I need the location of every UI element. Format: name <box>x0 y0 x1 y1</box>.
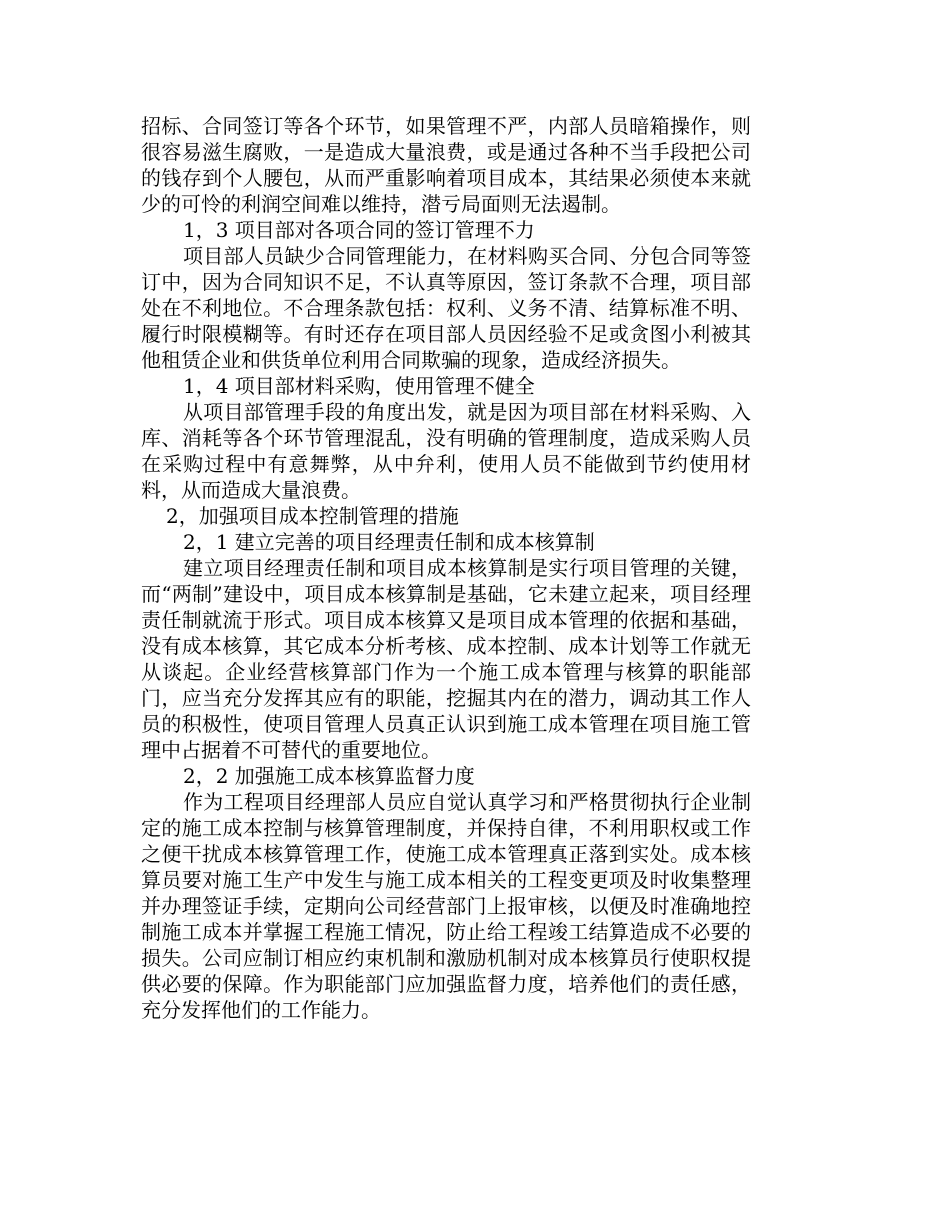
paragraph-responsibility-system: 建立项目经理责任制和项目成本核算制是实行项目管理的关键，而“两制”建设中，项目成本核算制是基础，它未建立起来，项目经理责任制就流于形式。项目成本核算又是项目成本管理的依据和基础，没有成本核算，其它成本分析考核、成本控制、成本计划等工作就无从谈起。企业经营核算部门作为一个施工成本管理与核算的职能部门，应当充分发挥其应有的职能，挖掘其内在的潜力，调动其工作人员的积极性，使项目管理人员真正认识到施工成本管理在项目施工管理中占据着不可替代的重要地位。 <box>141 556 751 762</box>
heading-2-1-responsibility-system: 2，1 建立完善的项目经理责任制和成本核算制 <box>183 530 595 554</box>
document-page <box>141 113 751 1023</box>
heading-2-cost-control-measures: 2，加强项目成本控制管理的措施 <box>166 504 459 528</box>
heading-2-2-accounting-supervision: 2，2 加强施工成本核算监督力度 <box>183 764 475 788</box>
paragraph-contract-management: 项目部人员缺少合同管理能力，在材料购买合同、分包合同等签订中，因为合同知识不足，不认真等原因，签订条款不合理，项目部处在不利地位。不合理条款包括：权利、义务不清、结算标准不明、履行时限模糊等。有时还存在项目部人员因经验不足或贪图小利被其他租赁企业和供货单位利用合同欺骗的现象，造成经济损失。 <box>141 244 751 372</box>
heading-1-4-material-procurement: 1，4 项目部材料采购，使用管理不健全 <box>183 374 535 398</box>
paragraph-contract-bidding-continued: 招标、合同签订等各个环节，如果管理不严，内部人员暗箱操作，则很容易滋生腐败，一是造成大量浪费，或是通过各种不当手段把公司的钱存到个人腰包，从而严重影响着项目成本，其结果必须使本来就少的可怜的利润空间难以维持，潜亏局面则无法遏制。 <box>141 114 751 216</box>
paragraph-material-procurement: 从项目部管理手段的角度出发，就是因为项目部在材料采购、入库、消耗等各个环节管理混乱，没有明确的管理制度，造成采购人员在采购过程中有意舞弊，从中弁利，使用人员不能做到节约使用材料，从而造成大量浪费。 <box>141 400 751 502</box>
heading-1-3-contract-signing: 1，3 项目部对各项合同的签订管理不力 <box>183 218 535 242</box>
paragraph-accounting-supervision: 作为工程项目经理部人员应自觉认真学习和严格贯彻执行企业制定的施工成本控制与核算管理制度，并保持自律，不利用职权或工作之便干扰成本核算管理工作，使施工成本管理真正落到实处。成本核算员要对施工生产中发生与施工成本相关的工程变更项及时收集整理并办理签证手续，定期向公司经营部门上报审核，以便及时准确地控制施工成本并掌握工程施工情况，防止给工程竣工结算造成不必要的损失。公司应制订相应约束机制和激励机制对成本核算员行使职权提供必要的保障。作为职能部门应加强监督力度，培养他们的责任感，充分发挥他们的工作能力。 <box>141 790 751 1022</box>
